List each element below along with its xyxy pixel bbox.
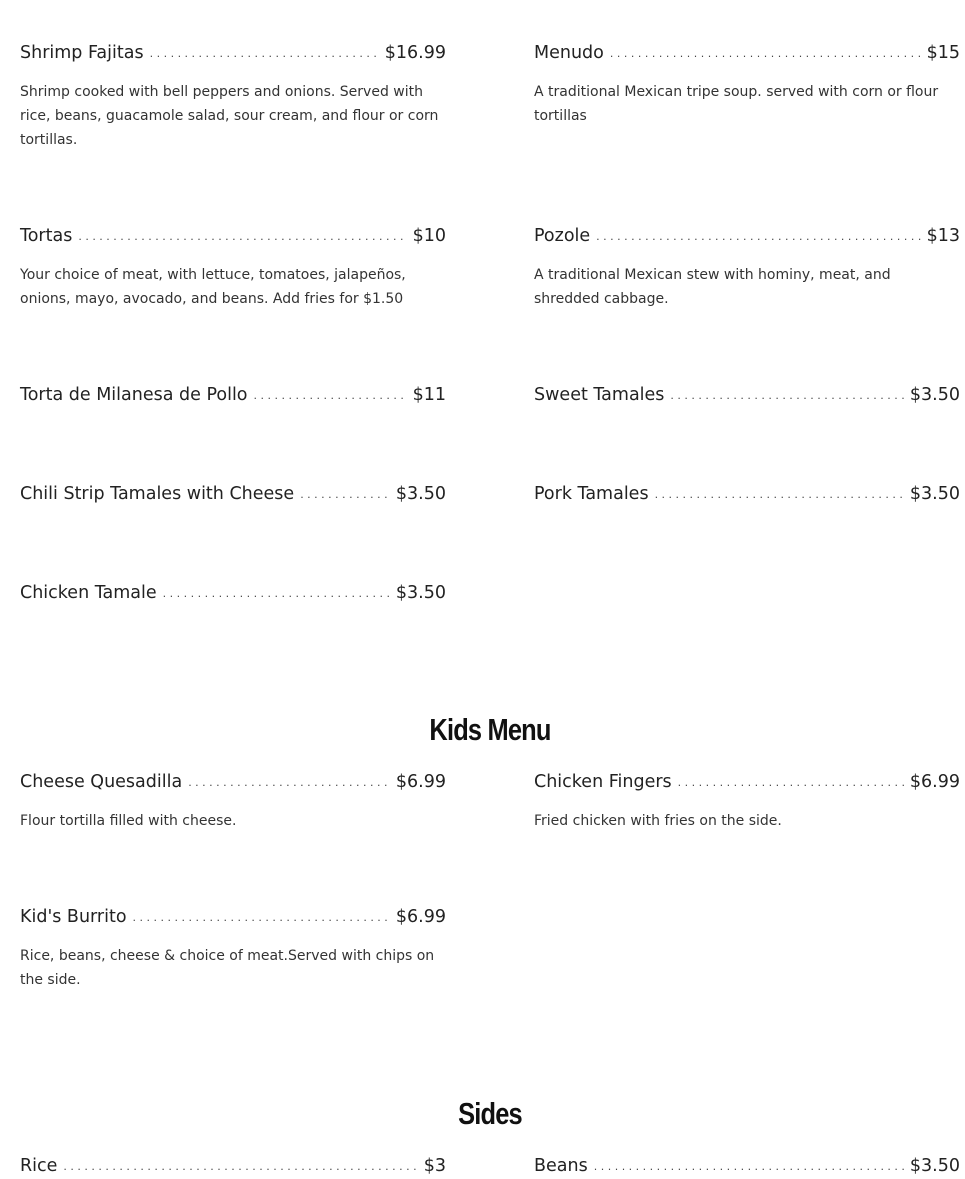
item-description: A traditional Mexican stew with hominy, meat, and shredded cabbage. bbox=[534, 267, 891, 307]
item-name: Pozole bbox=[534, 226, 591, 246]
leader-dots bbox=[133, 907, 390, 929]
menu-item bbox=[534, 225, 960, 311]
menu-item bbox=[534, 483, 960, 507]
menu-item bbox=[534, 384, 960, 408]
menu-item bbox=[20, 384, 446, 408]
item-name: Sweet Tamales bbox=[534, 385, 665, 405]
leader-dots bbox=[63, 1156, 417, 1178]
item-name: Rice bbox=[20, 1156, 58, 1176]
item-price: $3 bbox=[423, 1156, 446, 1176]
item-name: Shrimp Fajitas bbox=[20, 43, 144, 63]
item-price: $3.50 bbox=[909, 385, 960, 405]
item-price: $6.99 bbox=[395, 772, 446, 792]
item-description: Rice, beans, cheese & choice of meat.Served with chips on the side. bbox=[20, 948, 435, 988]
menu-item bbox=[20, 1155, 446, 1179]
item-name: Torta de Milanesa de Pollo bbox=[20, 385, 248, 405]
item-description: Shrimp cooked with bell peppers and onions. Served with rice, beans, guacamole salad, sour cream, and flour or corn tortillas. bbox=[20, 84, 439, 148]
leader-dots bbox=[596, 226, 920, 248]
menu-item bbox=[20, 906, 446, 992]
item-description: A traditional Mexican tripe soup. served with corn or flour tortillas bbox=[534, 84, 939, 124]
leader-dots bbox=[254, 385, 407, 407]
leader-dots bbox=[150, 43, 379, 65]
leader-dots bbox=[678, 772, 904, 794]
item-price: $3.50 bbox=[395, 484, 446, 504]
item-price: $6.99 bbox=[395, 907, 446, 927]
item-price: $3.50 bbox=[395, 583, 446, 603]
leader-dots bbox=[188, 772, 390, 794]
item-name: Menudo bbox=[534, 43, 604, 63]
menu-item bbox=[20, 771, 446, 833]
item-description: Flour tortilla filled with cheese. bbox=[20, 813, 237, 829]
menu-item bbox=[534, 42, 960, 128]
menu-item bbox=[20, 582, 446, 606]
item-name: Chicken Tamale bbox=[20, 583, 157, 603]
item-price: $15 bbox=[926, 43, 960, 63]
item-price: $3.50 bbox=[909, 1156, 960, 1176]
leader-dots bbox=[610, 43, 921, 65]
section-title-kids-menu: Kids Menu bbox=[429, 712, 551, 747]
item-price: $11 bbox=[412, 385, 446, 405]
section-title-sides: Sides bbox=[458, 1096, 522, 1131]
leader-dots bbox=[300, 484, 390, 506]
item-price: $3.50 bbox=[909, 484, 960, 504]
menu-item bbox=[534, 771, 960, 833]
item-price: $6.99 bbox=[909, 772, 960, 792]
menu-item bbox=[20, 225, 446, 311]
leader-dots bbox=[655, 484, 904, 506]
item-name: Tortas bbox=[20, 226, 73, 246]
leader-dots bbox=[163, 583, 390, 605]
item-price: $10 bbox=[412, 226, 446, 246]
menu-item bbox=[20, 42, 446, 152]
leader-dots bbox=[594, 1156, 904, 1178]
item-price: $16.99 bbox=[384, 43, 446, 63]
leader-dots bbox=[670, 385, 903, 407]
item-name: Cheese Quesadilla bbox=[20, 772, 183, 792]
item-price: $13 bbox=[926, 226, 960, 246]
item-description: Your choice of meat, with lettuce, tomatoes, jalapeños, onions, mayo, avocado, and beans. Add fries for $1.50 bbox=[20, 267, 406, 307]
item-name: Chili Strip Tamales with Cheese bbox=[20, 484, 295, 504]
item-name: Chicken Fingers bbox=[534, 772, 672, 792]
item-name: Pork Tamales bbox=[534, 484, 649, 504]
item-name: Kid's Burrito bbox=[20, 907, 127, 927]
leader-dots bbox=[78, 226, 406, 248]
menu-item bbox=[20, 483, 446, 507]
item-description: Fried chicken with fries on the side. bbox=[534, 813, 782, 829]
menu-item bbox=[534, 1155, 960, 1179]
item-name: Beans bbox=[534, 1156, 588, 1176]
